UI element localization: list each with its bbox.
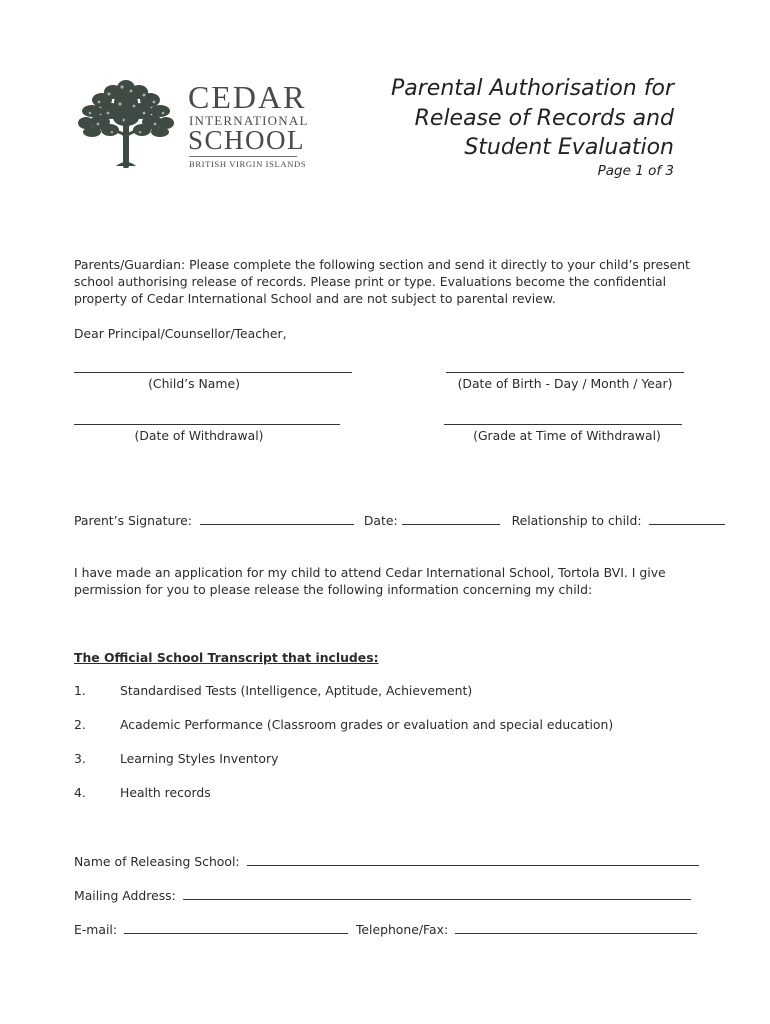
date-of-birth-label: (Date of Birth - Day / Month / Year) bbox=[457, 376, 673, 391]
child-name-label: (Child’s Name) bbox=[148, 376, 240, 391]
list-item-text: Health records bbox=[120, 785, 211, 800]
page-number: Page 1 of 3 bbox=[597, 163, 674, 179]
withdrawal-date-label: (Date of Withdrawal) bbox=[134, 428, 264, 443]
logo-name-line1: CEDAR bbox=[188, 79, 307, 115]
contact-row bbox=[74, 921, 697, 937]
grade-field[interactable] bbox=[444, 424, 682, 425]
releasing-school-row bbox=[74, 853, 699, 869]
signature-field[interactable] bbox=[200, 512, 354, 525]
document-title bbox=[391, 74, 674, 163]
title-line-1: Parental Authorisation for bbox=[391, 76, 674, 101]
list-item-text: Standardised Tests (Intelligence, Aptitude, Achievement) bbox=[120, 683, 473, 698]
logo-name-line3: SCHOOL bbox=[188, 125, 306, 155]
logo-name-line2: INTERNATIONAL bbox=[189, 113, 309, 128]
date-label: Date: bbox=[363, 513, 398, 528]
signature-row bbox=[74, 512, 725, 528]
title-line-2: Release of Records and bbox=[414, 105, 674, 131]
list-item-text: Academic Performance (Classroom grades or evaluation and special education) bbox=[120, 717, 614, 732]
list-item-number: 1. bbox=[74, 683, 86, 698]
telephone-field[interactable] bbox=[455, 921, 697, 934]
grade-label: (Grade at Time of Withdrawal) bbox=[473, 428, 661, 443]
transcript-heading: The Official School Transcript that includes: bbox=[74, 650, 379, 665]
date-field[interactable] bbox=[402, 512, 500, 525]
releasing-school-field[interactable] bbox=[247, 853, 699, 866]
email-field[interactable] bbox=[124, 921, 348, 934]
relationship-label: Relationship to child: bbox=[511, 513, 642, 528]
list-item-number: 2. bbox=[74, 717, 86, 732]
mailing-address-row bbox=[74, 887, 691, 903]
intro-paragraph: Parents/Guardian: Please complete the following section and send it directly to your child’s present school authorising release of records. Please print or type. Evaluations become the confidential property of Cedar International School and are not subject to parental review. bbox=[74, 257, 690, 306]
date-of-birth-field[interactable] bbox=[446, 372, 684, 373]
signature-label: Parent’s Signature: bbox=[74, 513, 192, 528]
list-item-text: Learning Styles Inventory bbox=[120, 751, 279, 766]
salutation: Dear Principal/Counsellor/Teacher, bbox=[74, 326, 287, 341]
list-item-number: 3. bbox=[74, 751, 86, 766]
mailing-address-field[interactable] bbox=[183, 887, 691, 900]
withdrawal-date-field[interactable] bbox=[74, 424, 340, 425]
email-label: E-mail: bbox=[74, 922, 118, 937]
logo-location: BRITISH VIRGIN ISLANDS bbox=[189, 159, 307, 169]
mailing-address-label: Mailing Address: bbox=[74, 888, 176, 903]
logo-divider bbox=[189, 156, 297, 157]
cedar-tree-icon bbox=[78, 78, 174, 168]
list-item-number: 4. bbox=[74, 785, 86, 800]
permission-paragraph: I have made an application for my child to attend Cedar International School, Tortola BVI. I give permission for you to please release the following information concerning my child: bbox=[74, 565, 666, 597]
releasing-school-label: Name of Releasing School: bbox=[74, 854, 240, 869]
telephone-label: Telephone/Fax: bbox=[355, 922, 449, 937]
relationship-field[interactable] bbox=[649, 512, 725, 525]
child-name-field[interactable] bbox=[74, 372, 352, 373]
title-line-3: Student Evaluation bbox=[464, 135, 674, 160]
